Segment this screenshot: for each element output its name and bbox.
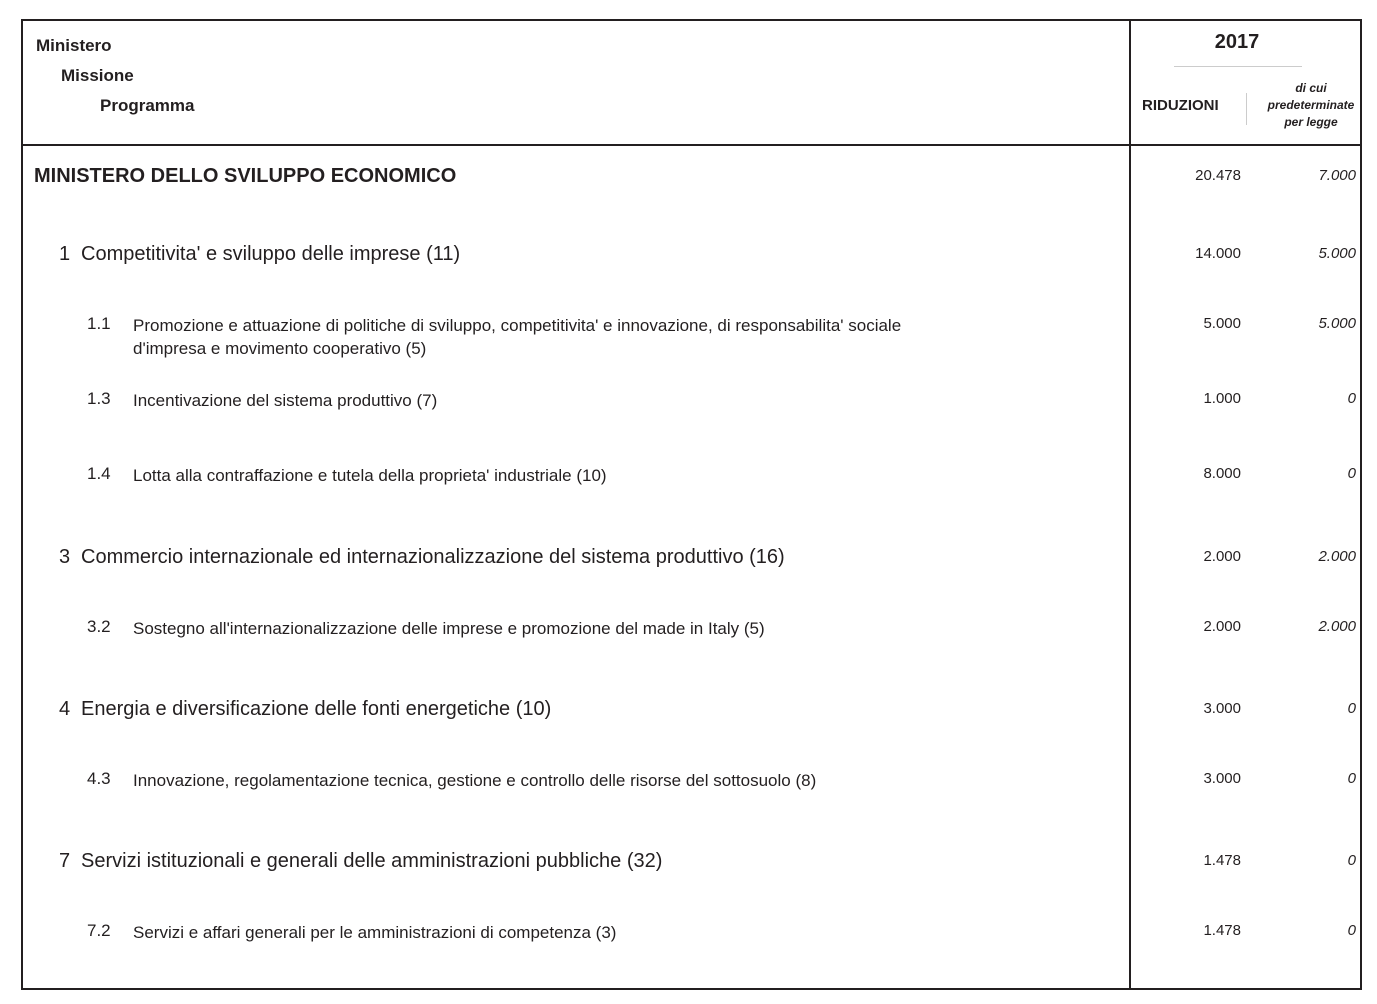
row-riduzioni: 14.000	[1195, 245, 1241, 262]
header-di-cui-line3: per legge	[1284, 115, 1338, 129]
row-text: Innovazione, regolamentazione tecnica, gestione e controllo delle risorse del sottosuolo (8)	[133, 771, 817, 790]
row-riduzioni: 1.000	[1203, 390, 1241, 407]
row-text: Servizi istituzionali e generali delle amministrazioni pubbliche (32)	[81, 850, 663, 872]
header-ministero: Ministero	[36, 36, 112, 55]
row-predeterminate: 0	[1347, 770, 1356, 787]
row-riduzioni: 3.000	[1203, 700, 1241, 717]
row-text-line1: Promozione e attuazione di politiche di sviluppo, competitivita' e innovazione, di responsabilita' sociale	[133, 316, 902, 335]
row-number: 4.3	[87, 769, 111, 788]
row-riduzioni: 1.478	[1203, 922, 1241, 939]
row-number: 1.4	[87, 464, 111, 483]
row-number: 1.1	[87, 314, 111, 333]
row-predeterminate: 0	[1347, 700, 1356, 717]
row-riduzioni: 3.000	[1203, 770, 1241, 787]
year-underline	[1174, 66, 1302, 67]
header-missione: Missione	[61, 66, 134, 85]
row-number: 1	[59, 243, 71, 265]
row-number: 1.3	[87, 389, 111, 408]
header-di-cui	[1262, 80, 1360, 131]
row-predeterminate: 0	[1347, 465, 1356, 482]
header-riduzioni: RIDUZIONI	[1142, 97, 1219, 114]
row-text: Competitivita' e sviluppo delle imprese (11)	[81, 243, 461, 265]
header-divider	[21, 144, 1362, 146]
row-text	[133, 314, 1033, 360]
header-di-cui-line1: di cui	[1295, 81, 1327, 95]
header-di-cui-line2: predeterminate	[1267, 98, 1355, 112]
row-predeterminate: 5.000	[1318, 315, 1356, 332]
row-text: Sostegno all'internazionalizzazione delle imprese e promozione del made in Italy (5)	[133, 619, 765, 638]
row-predeterminate: 0	[1347, 922, 1356, 939]
row-riduzioni: 8.000	[1203, 465, 1241, 482]
row-predeterminate: 2.000	[1318, 618, 1356, 635]
row-text: Servizi e affari generali per le amministrazioni di competenza (3)	[133, 923, 617, 942]
row-number: 3	[59, 546, 71, 568]
row-riduzioni: 2.000	[1203, 618, 1241, 635]
row-text: Incentivazione del sistema produttivo (7)	[133, 391, 438, 410]
row-predeterminate: 0	[1347, 852, 1356, 869]
row-riduzioni: 1.478	[1203, 852, 1241, 869]
header-year: 2017	[1214, 31, 1260, 53]
row-text: Lotta alla contraffazione e tutela della proprieta' industriale (10)	[133, 466, 607, 485]
header-programma: Programma	[100, 96, 195, 115]
column-divider	[1129, 19, 1131, 990]
row-predeterminate: 2.000	[1318, 548, 1356, 565]
row-predeterminate: 0	[1347, 390, 1356, 407]
row-number: 4	[59, 698, 71, 720]
row-predeterminate: 7.000	[1318, 167, 1356, 184]
row-text: MINISTERO DELLO SVILUPPO ECONOMICO	[34, 165, 457, 187]
row-number: 3.2	[87, 617, 111, 636]
row-riduzioni: 20.478	[1195, 167, 1241, 184]
subcolumn-divider	[1246, 93, 1247, 125]
row-text-line2: d'impresa e movimento cooperativo (5)	[133, 339, 427, 358]
row-number: 7	[59, 850, 71, 872]
row-text: Energia e diversificazione delle fonti energetiche (10)	[81, 698, 552, 720]
row-riduzioni: 2.000	[1203, 548, 1241, 565]
row-riduzioni: 5.000	[1203, 315, 1241, 332]
row-number: 7.2	[87, 921, 111, 940]
row-predeterminate: 5.000	[1318, 245, 1356, 262]
row-text: Commercio internazionale ed internazionalizzazione del sistema produttivo (16)	[81, 546, 785, 568]
